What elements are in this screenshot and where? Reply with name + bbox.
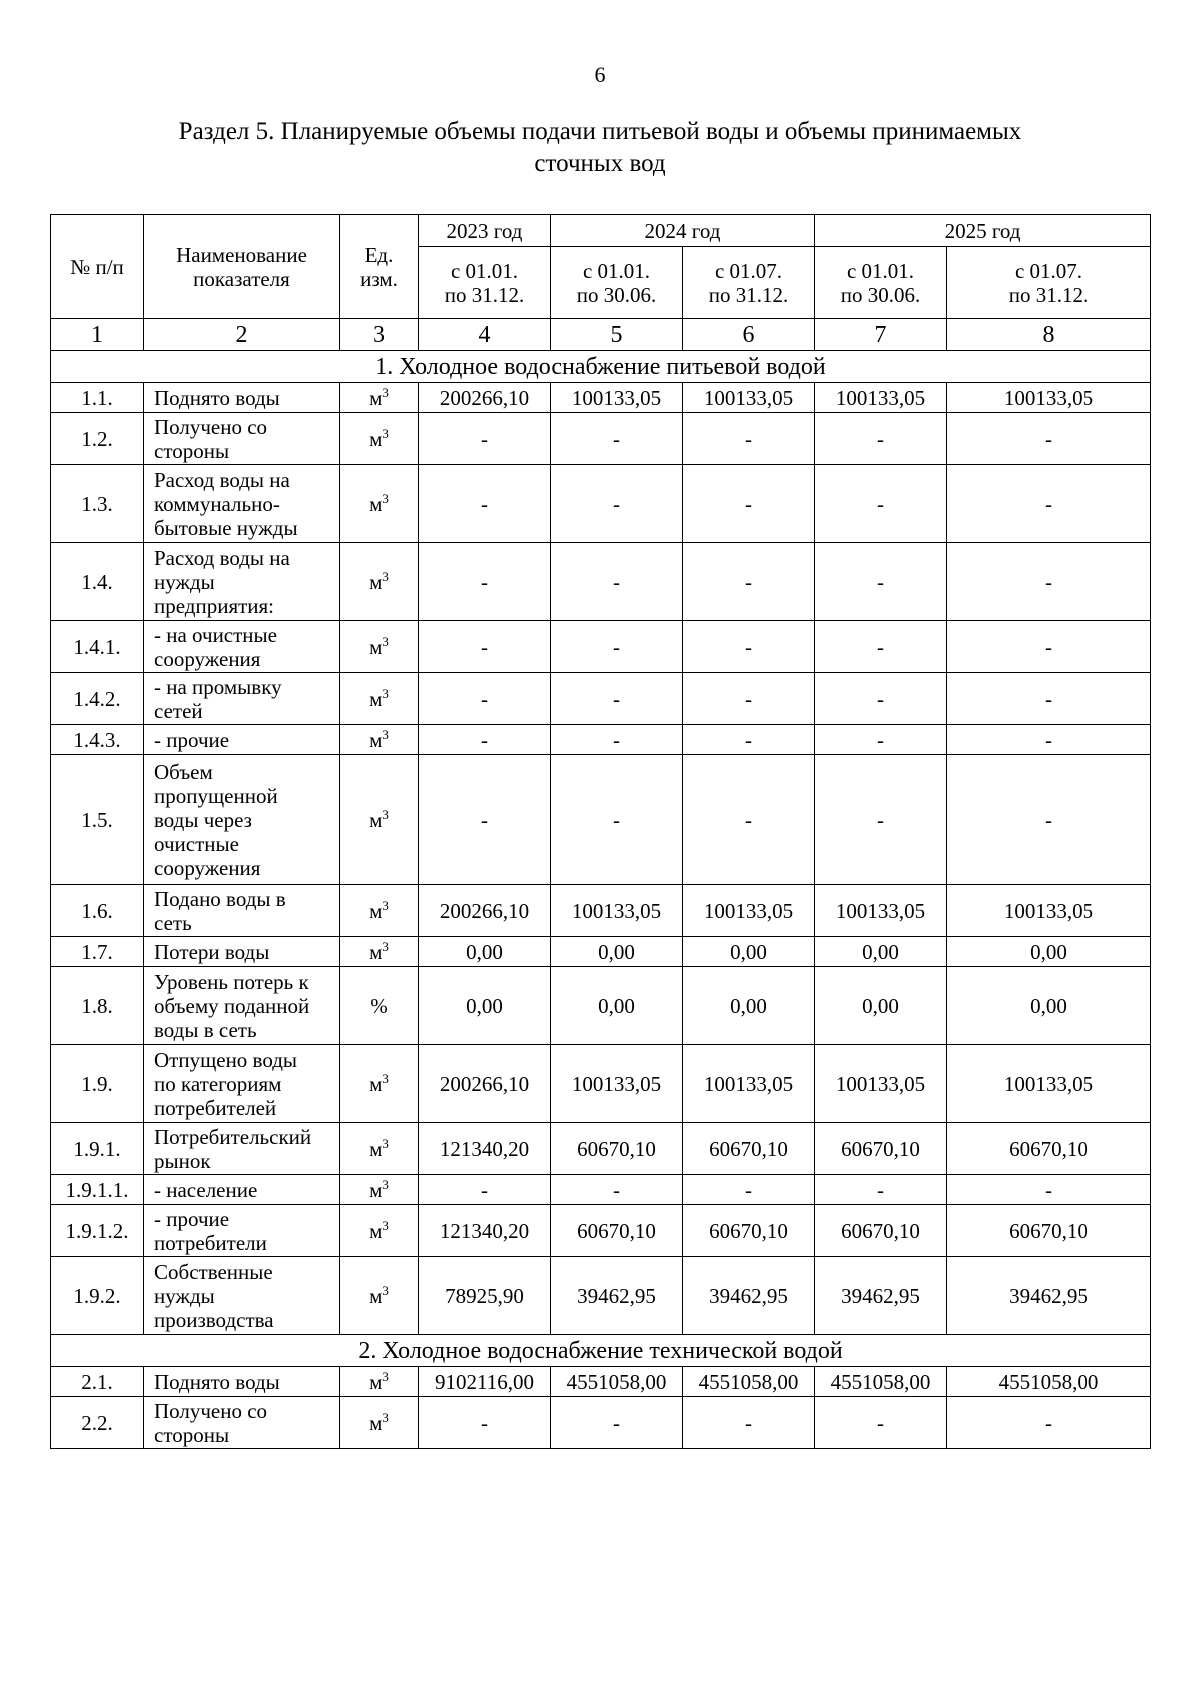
- unit-superscript: 3: [382, 490, 389, 506]
- table-row: [51, 1205, 1151, 1257]
- unit-text: м: [369, 1283, 383, 1308]
- row-name-line: рынок: [154, 1148, 211, 1173]
- row-value: -: [419, 413, 551, 465]
- column-number-row: [51, 319, 1151, 351]
- unit-text: м: [369, 385, 383, 410]
- row-value: -: [551, 1397, 683, 1449]
- row-number: 1.4.3.: [51, 725, 144, 755]
- row-number: 1.2.: [51, 413, 144, 465]
- unit-superscript: 3: [382, 938, 389, 954]
- row-name-line: нужды: [154, 1283, 215, 1308]
- row-name: [144, 1205, 340, 1257]
- row-unit: [340, 1175, 419, 1205]
- row-value: 100133,05: [815, 885, 947, 937]
- row-value: -: [683, 725, 815, 755]
- row-name: [144, 383, 340, 413]
- row-value: -: [947, 621, 1151, 673]
- row-value: 60670,10: [551, 1205, 683, 1257]
- header-year-2025: 2025 год: [815, 215, 1151, 247]
- column-number: 4: [419, 319, 551, 351]
- row-value: -: [551, 543, 683, 621]
- row-name: [144, 1045, 340, 1123]
- row-name-line: воды в сеть: [154, 1017, 257, 1042]
- unit-text: м: [369, 1410, 383, 1435]
- row-value: -: [551, 413, 683, 465]
- column-number: 8: [947, 319, 1151, 351]
- row-value: -: [815, 755, 947, 885]
- column-number: 5: [551, 319, 683, 351]
- row-number: 1.9.1.: [51, 1123, 144, 1175]
- row-value: 200266,10: [419, 885, 551, 937]
- header-unit-line: Ед.: [364, 242, 394, 267]
- row-value: -: [815, 1175, 947, 1205]
- row-name-line: стороны: [154, 438, 230, 463]
- row-name-line: - на очистные: [154, 622, 277, 647]
- section-title: 2. Холодное водоснабжение технической водой: [51, 1335, 1151, 1367]
- row-value: 100133,05: [551, 383, 683, 413]
- row-value: 60670,10: [947, 1205, 1151, 1257]
- row-unit: [340, 1397, 419, 1449]
- header-name-line: показателя: [193, 266, 290, 291]
- row-unit: [340, 725, 419, 755]
- row-name-line: производства: [154, 1307, 274, 1332]
- row-value: 121340,20: [419, 1123, 551, 1175]
- row-number: 1.9.2.: [51, 1257, 144, 1335]
- column-number: 3: [340, 319, 419, 351]
- row-value: 100133,05: [815, 1045, 947, 1123]
- row-value: -: [947, 1397, 1151, 1449]
- row-name-line: коммунально-: [154, 491, 280, 516]
- row-value: -: [419, 755, 551, 885]
- row-value: -: [815, 725, 947, 755]
- row-name-line: нужды: [154, 569, 215, 594]
- row-unit: [340, 1045, 419, 1123]
- table-row: [51, 1045, 1151, 1123]
- row-value: 60670,10: [683, 1205, 815, 1257]
- unit-text: м: [369, 727, 383, 752]
- row-unit: [340, 755, 419, 885]
- column-number: 1: [51, 319, 144, 351]
- row-value: 60670,10: [947, 1123, 1151, 1175]
- row-value: -: [815, 1397, 947, 1449]
- row-value: -: [419, 621, 551, 673]
- row-value: -: [419, 465, 551, 543]
- row-value: -: [551, 755, 683, 885]
- row-number: 1.7.: [51, 937, 144, 967]
- row-value: -: [419, 1397, 551, 1449]
- row-value: 100133,05: [551, 885, 683, 937]
- row-name-line: Потребительский: [154, 1124, 312, 1149]
- row-unit: [340, 413, 419, 465]
- row-value: -: [947, 543, 1151, 621]
- row-value: 100133,05: [551, 1045, 683, 1123]
- row-value: 60670,10: [815, 1205, 947, 1257]
- row-name: [144, 967, 340, 1045]
- row-name-line: сооружения: [154, 646, 261, 671]
- row-value: -: [683, 1175, 815, 1205]
- row-value: 39462,95: [683, 1257, 815, 1335]
- row-number: 1.6.: [51, 885, 144, 937]
- table-row: [51, 1123, 1151, 1175]
- row-value: -: [815, 673, 947, 725]
- table-row: [51, 383, 1151, 413]
- table-row: [51, 1257, 1151, 1335]
- row-value: -: [683, 673, 815, 725]
- row-name: [144, 543, 340, 621]
- row-name-line: Поднято воды: [154, 1369, 280, 1394]
- row-value: 100133,05: [947, 885, 1151, 937]
- row-value: 100133,05: [683, 383, 815, 413]
- row-number: 1.4.1.: [51, 621, 144, 673]
- unit-text: м: [369, 1369, 383, 1394]
- row-number: 1.4.2.: [51, 673, 144, 725]
- header-period: [815, 247, 947, 319]
- table-row: [51, 465, 1151, 543]
- row-unit: [340, 673, 419, 725]
- row-value: 100133,05: [947, 383, 1151, 413]
- row-value: 0,00: [551, 967, 683, 1045]
- row-name-line: потребители: [154, 1230, 267, 1255]
- table-row: [51, 755, 1151, 885]
- row-name-line: бытовые нужды: [154, 515, 298, 540]
- header-period: [419, 247, 551, 319]
- header-period: [947, 247, 1151, 319]
- row-value: 0,00: [419, 967, 551, 1045]
- unit-superscript: 3: [382, 685, 389, 701]
- row-value: -: [683, 413, 815, 465]
- unit-superscript: 3: [382, 726, 389, 742]
- row-name-line: Расход воды на: [154, 545, 290, 570]
- header-num: № п/п: [51, 215, 144, 319]
- unit-text: м: [369, 569, 383, 594]
- header-period-line: с 01.07.: [1014, 258, 1083, 283]
- row-value: 60670,10: [815, 1123, 947, 1175]
- row-value: -: [551, 673, 683, 725]
- section-header-row: [51, 1335, 1151, 1367]
- row-number: 1.9.1.2.: [51, 1205, 144, 1257]
- row-unit: [340, 1257, 419, 1335]
- row-name-line: Получено со: [154, 414, 268, 439]
- row-value: -: [947, 725, 1151, 755]
- row-name-line: Собственные: [154, 1259, 273, 1284]
- table-row: [51, 967, 1151, 1045]
- row-unit: [340, 465, 419, 543]
- row-value: -: [419, 673, 551, 725]
- row-name: [144, 465, 340, 543]
- row-name: [144, 1397, 340, 1449]
- unit-superscript: 3: [382, 425, 389, 441]
- header-period-line: с 01.01.: [582, 258, 651, 283]
- unit-text: м: [369, 939, 383, 964]
- row-name-line: предприятия:: [154, 593, 275, 618]
- row-unit: [340, 383, 419, 413]
- unit-text: м: [369, 426, 383, 451]
- header-period-line: с 01.01.: [450, 258, 519, 283]
- row-name-line: Объем: [154, 759, 213, 784]
- row-value: 4551058,00: [683, 1367, 815, 1397]
- row-value: 0,00: [551, 937, 683, 967]
- unit-text: м: [369, 686, 383, 711]
- row-name: [144, 413, 340, 465]
- unit-text: м: [369, 1071, 383, 1096]
- page-title: [100, 116, 1100, 180]
- row-value: -: [947, 413, 1151, 465]
- row-value: -: [815, 621, 947, 673]
- section-header-row: [51, 351, 1151, 383]
- row-value: -: [947, 465, 1151, 543]
- row-value: 0,00: [947, 967, 1151, 1045]
- row-unit: [340, 1123, 419, 1175]
- row-number: 1.9.1.1.: [51, 1175, 144, 1205]
- row-name: [144, 725, 340, 755]
- row-name: [144, 755, 340, 885]
- row-name-line: Расход воды на: [154, 467, 290, 492]
- header-unit: [340, 215, 419, 319]
- row-value: -: [815, 543, 947, 621]
- table-row: [51, 673, 1151, 725]
- header-row-years: [51, 215, 1151, 247]
- unit-superscript: 3: [382, 568, 389, 584]
- row-name-line: Отпущено воды: [154, 1047, 298, 1072]
- row-value: -: [947, 755, 1151, 885]
- row-value: 121340,20: [419, 1205, 551, 1257]
- unit-superscript: 3: [382, 1217, 389, 1233]
- table-row: [51, 725, 1151, 755]
- row-value: 0,00: [815, 937, 947, 967]
- column-number: 7: [815, 319, 947, 351]
- row-value: 60670,10: [551, 1123, 683, 1175]
- row-name-line: - прочие: [154, 1206, 230, 1231]
- table-row: [51, 937, 1151, 967]
- row-value: 100133,05: [683, 1045, 815, 1123]
- row-name-line: Уровень потерь к: [154, 969, 309, 994]
- unit-text: м: [369, 1136, 383, 1161]
- header-period-line: с 01.07.: [714, 258, 783, 283]
- row-value: -: [683, 1397, 815, 1449]
- unit-superscript: 3: [382, 1368, 389, 1384]
- row-value: -: [947, 673, 1151, 725]
- water-volumes-table: [50, 214, 1151, 1449]
- unit-superscript: 3: [382, 384, 389, 400]
- row-value: 100133,05: [683, 885, 815, 937]
- header-year-2024: 2024 год: [551, 215, 815, 247]
- row-unit: [340, 1367, 419, 1397]
- unit-superscript: 3: [382, 1409, 389, 1425]
- row-value: -: [815, 465, 947, 543]
- row-name-line: пропущенной: [154, 783, 278, 808]
- header-period-line: по 31.12.: [1008, 282, 1089, 307]
- unit-text: м: [369, 898, 383, 923]
- header-period: [683, 247, 815, 319]
- table-row: [51, 413, 1151, 465]
- row-number: 1.4.: [51, 543, 144, 621]
- row-value: -: [551, 725, 683, 755]
- row-name: [144, 1175, 340, 1205]
- row-value: -: [419, 1175, 551, 1205]
- row-number: 1.3.: [51, 465, 144, 543]
- row-value: 200266,10: [419, 1045, 551, 1123]
- row-value: 0,00: [815, 967, 947, 1045]
- title-line: Раздел 5. Планируемые объемы подачи питьевой воды и объемы принимаемых: [178, 118, 1022, 145]
- row-value: 0,00: [683, 967, 815, 1045]
- unit-superscript: 3: [382, 1070, 389, 1086]
- row-value: 4551058,00: [815, 1367, 947, 1397]
- row-value: 4551058,00: [551, 1367, 683, 1397]
- row-value: 0,00: [947, 937, 1151, 967]
- row-value: 9102116,00: [419, 1367, 551, 1397]
- row-name-line: Потери воды: [154, 939, 270, 964]
- section-title: 1. Холодное водоснабжение питьевой водой: [51, 351, 1151, 383]
- table-row: [51, 1175, 1151, 1205]
- unit-superscript: 3: [382, 1176, 389, 1192]
- unit-text: %: [370, 993, 388, 1018]
- row-name-line: - прочие: [154, 727, 230, 752]
- unit-text: м: [369, 634, 383, 659]
- row-value: 60670,10: [683, 1123, 815, 1175]
- row-unit: [340, 937, 419, 967]
- page-number: 6: [594, 62, 606, 87]
- header-period-line: по 31.12.: [444, 282, 525, 307]
- row-number: 1.5.: [51, 755, 144, 885]
- row-value: -: [683, 543, 815, 621]
- header-name-line: Наименование: [176, 242, 307, 267]
- table-body: [51, 351, 1151, 1449]
- header-year-2023: 2023 год: [419, 215, 551, 247]
- header-period: [551, 247, 683, 319]
- row-value: -: [683, 465, 815, 543]
- unit-text: м: [369, 807, 383, 832]
- row-number: 2.1.: [51, 1367, 144, 1397]
- column-number: 2: [144, 319, 340, 351]
- row-number: 1.9.: [51, 1045, 144, 1123]
- row-value: -: [551, 465, 683, 543]
- row-value: 4551058,00: [947, 1367, 1151, 1397]
- row-value: -: [683, 621, 815, 673]
- row-name-line: - население: [154, 1177, 258, 1202]
- row-name-line: - на промывку: [154, 674, 282, 699]
- row-value: 100133,05: [947, 1045, 1151, 1123]
- header-unit-line: изм.: [360, 266, 398, 291]
- row-value: 0,00: [683, 937, 815, 967]
- row-value: -: [947, 1175, 1151, 1205]
- unit-text: м: [369, 491, 383, 516]
- row-number: 2.2.: [51, 1397, 144, 1449]
- header-period-line: по 30.06.: [840, 282, 921, 307]
- row-value: 39462,95: [947, 1257, 1151, 1335]
- row-name-line: очистные: [154, 831, 239, 856]
- row-unit: [340, 621, 419, 673]
- row-value: 100133,05: [815, 383, 947, 413]
- row-value: 200266,10: [419, 383, 551, 413]
- column-number: 6: [683, 319, 815, 351]
- header-period-line: с 01.01.: [846, 258, 915, 283]
- unit-superscript: 3: [382, 1282, 389, 1298]
- row-name: [144, 1367, 340, 1397]
- table-row: [51, 543, 1151, 621]
- row-value: -: [683, 755, 815, 885]
- header-period-line: по 30.06.: [576, 282, 657, 307]
- row-value: 39462,95: [815, 1257, 947, 1335]
- unit-superscript: 3: [382, 897, 389, 913]
- row-unit: [340, 1205, 419, 1257]
- table-row: [51, 1397, 1151, 1449]
- table-row: [51, 621, 1151, 673]
- row-value: 39462,95: [551, 1257, 683, 1335]
- unit-superscript: 3: [382, 806, 389, 822]
- row-name-line: сетей: [154, 698, 203, 723]
- table-row: [51, 885, 1151, 937]
- table-row: [51, 1367, 1151, 1397]
- row-name-line: сооружения: [154, 855, 261, 880]
- row-name: [144, 621, 340, 673]
- row-value: 78925,90: [419, 1257, 551, 1335]
- header-name: [144, 215, 340, 319]
- row-name-line: Поднято воды: [154, 385, 280, 410]
- row-name-line: потребителей: [154, 1095, 277, 1120]
- row-name-line: воды через: [154, 807, 252, 832]
- unit-text: м: [369, 1218, 383, 1243]
- row-number: 1.8.: [51, 967, 144, 1045]
- unit-superscript: 3: [382, 633, 389, 649]
- row-unit: [340, 885, 419, 937]
- row-name-line: стороны: [154, 1422, 230, 1447]
- row-unit: [340, 543, 419, 621]
- row-name: [144, 885, 340, 937]
- unit-text: м: [369, 1177, 383, 1202]
- row-name: [144, 937, 340, 967]
- title-line: сточных вод: [534, 150, 666, 177]
- row-name-line: объему поданной: [154, 993, 310, 1018]
- row-value: -: [551, 621, 683, 673]
- row-value: 0,00: [419, 937, 551, 967]
- row-value: -: [551, 1175, 683, 1205]
- row-name: [144, 673, 340, 725]
- row-number: 1.1.: [51, 383, 144, 413]
- row-value: -: [419, 543, 551, 621]
- row-name-line: по категориям: [154, 1071, 282, 1096]
- row-name: [144, 1123, 340, 1175]
- unit-superscript: 3: [382, 1135, 389, 1151]
- row-name-line: сеть: [154, 910, 192, 935]
- row-value: -: [419, 725, 551, 755]
- row-value: -: [815, 413, 947, 465]
- header-period-line: по 31.12.: [708, 282, 789, 307]
- row-unit: [340, 967, 419, 1045]
- row-name: [144, 1257, 340, 1335]
- row-name-line: Получено со: [154, 1398, 268, 1423]
- row-name-line: Подано воды в: [154, 886, 286, 911]
